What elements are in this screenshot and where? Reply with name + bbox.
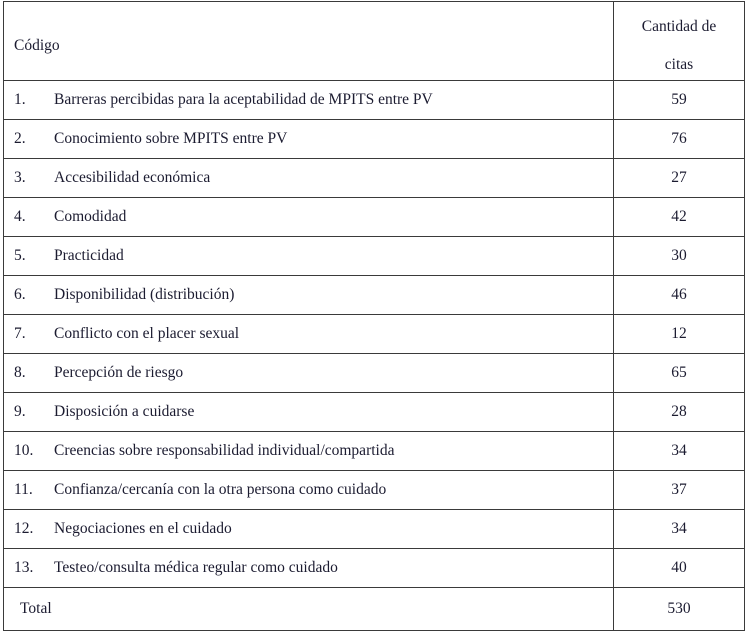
row-label-cell bbox=[4, 120, 614, 159]
table-row bbox=[4, 198, 745, 237]
table-row bbox=[4, 471, 745, 510]
row-count: 30 bbox=[614, 237, 745, 276]
row-count: 34 bbox=[614, 432, 745, 471]
list-item bbox=[4, 402, 613, 421]
row-label-cell bbox=[4, 510, 614, 549]
row-label: Comodidad bbox=[54, 208, 127, 226]
column-header-cantidad-line1: Cantidad de bbox=[641, 17, 717, 35]
row-count: 76 bbox=[614, 120, 745, 159]
row-number: 1. bbox=[14, 91, 26, 109]
row-count: 65 bbox=[614, 354, 745, 393]
row-label: Barreras percibidas para la aceptabilidad de MPITS entre PV bbox=[54, 91, 433, 109]
list-item bbox=[4, 246, 613, 265]
header-row bbox=[4, 2, 745, 81]
list-item bbox=[4, 441, 613, 460]
row-count: 34 bbox=[614, 510, 745, 549]
list-item bbox=[4, 480, 613, 499]
table-row bbox=[4, 432, 745, 471]
row-label: Testeo/consulta médica regular como cuidado bbox=[54, 559, 338, 577]
list-item bbox=[4, 285, 613, 304]
row-count: 37 bbox=[614, 471, 745, 510]
column-header-cantidad-line2: citas bbox=[664, 56, 694, 73]
table-row bbox=[4, 81, 745, 120]
list-item bbox=[4, 207, 613, 226]
table-row bbox=[4, 159, 745, 198]
row-label: Confianza/cercanía con la otra persona como cuidado bbox=[54, 481, 387, 499]
table-row bbox=[4, 354, 745, 393]
row-label-cell bbox=[4, 276, 614, 315]
row-label: Disposición a cuidarse bbox=[54, 403, 195, 421]
row-label-cell bbox=[4, 471, 614, 510]
table-body bbox=[4, 81, 745, 631]
row-number: 13. bbox=[14, 559, 34, 577]
column-header-codigo bbox=[4, 2, 614, 81]
table-row bbox=[4, 510, 745, 549]
row-label-cell bbox=[4, 198, 614, 237]
row-label: Disponibilidad (distribución) bbox=[54, 286, 235, 304]
total-label: Total bbox=[20, 600, 52, 618]
table-header bbox=[4, 2, 745, 81]
row-label-cell bbox=[4, 159, 614, 198]
row-count: 59 bbox=[614, 81, 745, 120]
codes-frequency-table bbox=[3, 1, 745, 631]
row-label: Percepción de riesgo bbox=[54, 364, 184, 382]
row-count: 46 bbox=[614, 276, 745, 315]
row-label-cell bbox=[4, 432, 614, 471]
row-number: 9. bbox=[14, 403, 26, 421]
total-label-cell bbox=[4, 588, 614, 631]
column-header-codigo-label: Código bbox=[14, 36, 60, 54]
table-row bbox=[4, 393, 745, 432]
row-number: 11. bbox=[14, 481, 33, 499]
total-count: 530 bbox=[614, 588, 745, 631]
table-row bbox=[4, 315, 745, 354]
row-number: 6. bbox=[14, 286, 26, 304]
row-number: 12. bbox=[14, 520, 34, 538]
list-item bbox=[4, 168, 613, 187]
row-number: 7. bbox=[14, 325, 26, 343]
row-number: 2. bbox=[14, 130, 26, 148]
row-label-cell bbox=[4, 354, 614, 393]
row-count: 28 bbox=[614, 393, 745, 432]
list-item bbox=[4, 129, 613, 148]
row-count: 27 bbox=[614, 159, 745, 198]
row-label: Accesibilidad económica bbox=[54, 169, 211, 187]
row-count: 12 bbox=[614, 315, 745, 354]
table-row bbox=[4, 120, 745, 159]
total-row bbox=[4, 588, 745, 631]
list-item bbox=[4, 90, 613, 109]
row-number: 8. bbox=[14, 364, 26, 382]
row-label-cell bbox=[4, 237, 614, 276]
row-number: 4. bbox=[14, 208, 26, 226]
row-label: Conflicto con el placer sexual bbox=[54, 325, 240, 343]
row-label: Practicidad bbox=[54, 247, 124, 265]
row-label-cell bbox=[4, 549, 614, 588]
list-item bbox=[4, 519, 613, 538]
row-number: 5. bbox=[14, 247, 26, 265]
row-label-cell bbox=[4, 315, 614, 354]
row-label: Creencias sobre responsabilidad individual/compartida bbox=[54, 442, 395, 460]
row-label: Conocimiento sobre MPITS entre PV bbox=[54, 130, 288, 148]
row-count: 42 bbox=[614, 198, 745, 237]
list-item bbox=[4, 324, 613, 343]
row-label: Negociaciones en el cuidado bbox=[54, 520, 232, 538]
column-header-cantidad-de-citas bbox=[614, 2, 745, 81]
row-count: 40 bbox=[614, 549, 745, 588]
table-row bbox=[4, 549, 745, 588]
row-label-cell bbox=[4, 393, 614, 432]
table-row bbox=[4, 237, 745, 276]
table-container bbox=[0, 1, 751, 618]
row-label-cell bbox=[4, 81, 614, 120]
table-row bbox=[4, 276, 745, 315]
list-item bbox=[4, 363, 613, 382]
row-number: 10. bbox=[14, 442, 34, 460]
row-number: 3. bbox=[14, 169, 26, 187]
list-item bbox=[4, 558, 613, 577]
